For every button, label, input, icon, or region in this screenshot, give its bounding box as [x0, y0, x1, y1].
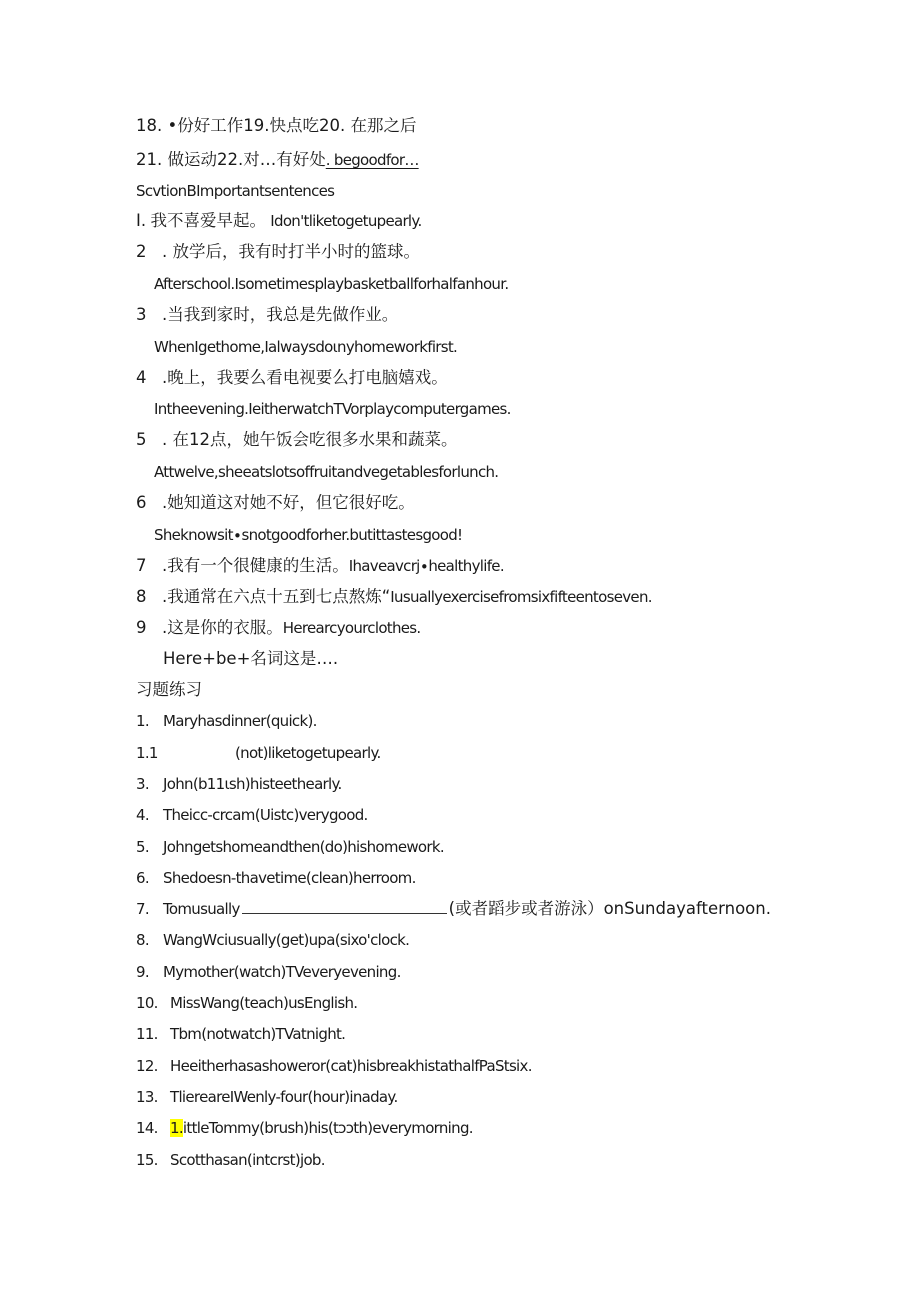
- exercise-text: TliereareIWenly-four(hour)inaday.: [170, 1088, 398, 1106]
- exercise-num: 8.: [136, 931, 149, 949]
- sentence-6: [136, 493, 415, 513]
- sentence-3-en: WhenIgethome,Ialwaysdoιnyhomeworkfirst.: [154, 338, 458, 356]
- sentence-num: 9: [136, 618, 147, 637]
- exercise-text: WangWciusually(get)upa(sixo'clock.: [163, 931, 410, 949]
- exercise-text: Shedoesn-thavetime(clean)herroom.: [163, 869, 416, 887]
- exercise-num: 3.: [136, 775, 149, 793]
- sentence-num: 2: [136, 242, 147, 261]
- sentence-num: 3: [136, 305, 147, 324]
- sentence-cn: . 在12点，她午饭会吃很多水果和蔬菜。: [162, 430, 458, 449]
- exercise-num: 6.: [136, 869, 149, 887]
- exercise-item: [136, 1024, 345, 1044]
- exercise-text: Maryhasdinner(quick).: [163, 712, 317, 730]
- exercise-item: [136, 743, 381, 763]
- exercise-num: 1.1: [136, 744, 158, 762]
- exercise-item: [136, 930, 409, 950]
- exercise-item: [136, 1056, 532, 1076]
- sentence-cn: .晚上，我要么看电视要么打电脑嬉戏。: [162, 368, 448, 387]
- sentence-1: [136, 211, 422, 231]
- exercise-item: [136, 1087, 398, 1107]
- exercise-text: Scotthasan(intcrst)job.: [170, 1151, 325, 1169]
- exercise-item: [136, 868, 416, 888]
- grammar-note: Here+be+名词这是….: [163, 649, 339, 668]
- sentence-2: [136, 242, 420, 262]
- exercise-text-after: (或者蹈步或者游泳）onSundayafternoon.: [448, 899, 771, 918]
- sentence-num: 7: [136, 556, 147, 575]
- highlighted-text: 1.: [170, 1119, 183, 1137]
- exercise-num: 7.: [136, 900, 149, 918]
- exercise-item: [136, 1118, 473, 1138]
- vocab-line-21-22-text: 21. 做运动22.对…有好处: [136, 150, 326, 169]
- exercise-text: (not)liketogetupearly.: [235, 744, 381, 762]
- exercise-text-before: Tomusually: [163, 900, 240, 918]
- exercise-item: [136, 774, 342, 794]
- sentence-cn: . 放学后，我有时打半小时的篮球。: [162, 242, 420, 261]
- sentence-6-en: Sheknowsit∙snotgoodforher.butittastesgood!: [154, 526, 463, 544]
- exercise-num: 14.: [136, 1119, 158, 1137]
- sentence-num: 5: [136, 430, 147, 449]
- sentence-4: [136, 368, 448, 388]
- sentence-num: 4: [136, 368, 147, 387]
- exercise-item: [136, 711, 317, 731]
- exercise-text: Heeitherhasashoweror(cat)hisbreakhistathalfPaStsix.: [170, 1057, 532, 1075]
- sentence-4-en: Intheevening.IeitherwatchTVorplaycomputergames.: [154, 400, 511, 418]
- exercise-text: Tbm(notwatch)TVatnight.: [170, 1025, 346, 1043]
- exercise-num: 15.: [136, 1151, 158, 1169]
- exercise-item: [136, 993, 357, 1013]
- exercise-item: [136, 899, 771, 919]
- exercise-text: ittleTommy(brush)his(tɔɔth)everymorning.: [182, 1119, 473, 1137]
- sentence-8: [136, 587, 652, 607]
- sentence-cn: .我通常在六点十五到七点熬炼“: [162, 587, 391, 606]
- exercise-text: MissWang(teach)usEnglish.: [170, 994, 358, 1012]
- exercise-text: Mymother(watch)TVeveryevening.: [163, 963, 401, 981]
- sentence-9: [136, 618, 421, 638]
- exercise-num: 13.: [136, 1088, 158, 1106]
- sentence-num: 6: [136, 493, 147, 512]
- exercise-num: 10.: [136, 994, 158, 1012]
- sentence-5: [136, 430, 458, 450]
- exercise-item: [136, 1150, 325, 1170]
- sentence-3: [136, 305, 398, 325]
- sentence-en: Ihaveavcrj∙healthylife.: [348, 557, 504, 575]
- sentence-num: 8: [136, 587, 147, 606]
- sentence-cn: .这是你的衣服。: [162, 618, 283, 637]
- answer-blank[interactable]: [242, 899, 447, 914]
- vocab-line-21-22: [136, 150, 419, 170]
- sentence-en: Idon'tliketogetupearly.: [270, 212, 422, 230]
- sentence-cn: 我不喜爱早起。: [150, 211, 266, 230]
- sentence-2-en: Afterschool.Isometimesplaybasketballforhalfanhour.: [154, 275, 509, 293]
- exercise-text: Theicc-crcam(Uistc)verygood.: [163, 806, 368, 824]
- exercise-num: 11.: [136, 1025, 158, 1043]
- sentence-en: Iusuallyexercisefromsixfifteentoseven.: [390, 588, 652, 606]
- exercise-item: [136, 837, 444, 857]
- exercise-num: 9.: [136, 963, 149, 981]
- sentence-7: [136, 556, 504, 576]
- sentence-cn: .她知道这对她不好，但它很好吃。: [162, 493, 415, 512]
- exercise-num: 1.: [136, 712, 149, 730]
- exercise-item: [136, 962, 401, 982]
- sentence-5-en: Attwelve,sheeatslotsoffruitandvegetablesforlunch.: [154, 463, 499, 481]
- section-title: ScvtionBImportantsentences: [136, 182, 335, 200]
- exercise-text: John(b11ιsh)histeethearly.: [163, 775, 342, 793]
- vocab-underlined-phrase: . begoodfor…: [325, 151, 419, 169]
- exercise-title: 习题练习: [136, 680, 202, 699]
- exercise-text: Johngetshomeandthen(do)hishomework.: [163, 838, 444, 856]
- sentence-cn: .当我到家时，我总是先做作业。: [162, 305, 399, 324]
- sentence-num: I.: [136, 211, 147, 230]
- exercise-num: 4.: [136, 806, 149, 824]
- exercise-num: 12.: [136, 1057, 158, 1075]
- vocab-line-18-20: 18. •份好工作19.快点吃20. 在那之后: [136, 116, 417, 135]
- sentence-en: Herearcyourclothes.: [282, 619, 421, 637]
- sentence-cn: .我有一个很健康的生活。: [162, 556, 349, 575]
- exercise-item: [136, 805, 368, 825]
- exercise-num: 5.: [136, 838, 149, 856]
